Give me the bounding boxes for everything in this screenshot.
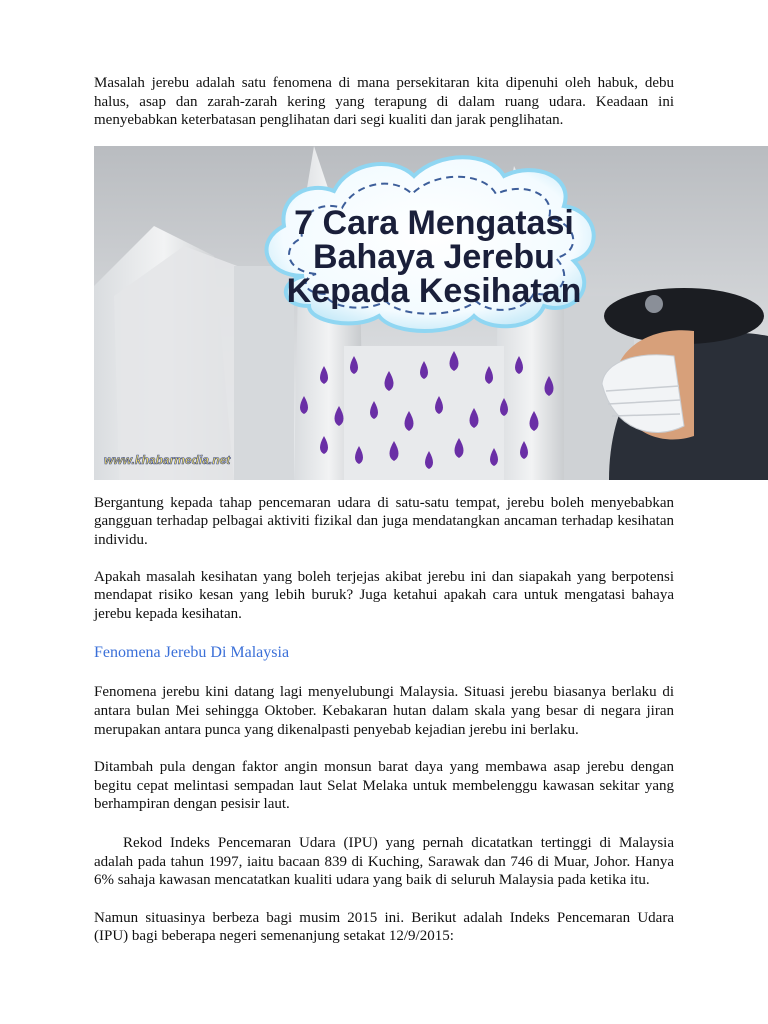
document-page: [94, 74, 674, 946]
hero-title-line2: Bahaya Jerebu: [313, 237, 555, 276]
masked-officer-graphic: [602, 288, 768, 480]
hero-title-line1: 7 Cara Mengatasi: [294, 203, 574, 242]
hero-image: [94, 146, 768, 480]
paragraph-5: Ditambah pula dengan faktor angin monsun barat daya yang membawa asap jerebu dengan begitu cepat melintasi sempadan laut Selat Melaka untuk membelenggu kawasan sekitar yang berhampiran dengan pesisir laut.: [94, 759, 674, 813]
paragraph-4: Fenomena jerebu kini datang lagi menyelubungi Malaysia. Situasi jerebu biasanya berlaku di antara bulan Mei sehingga Oktober. Kebakaran hutan dalam skala yang besar di negara jiran merupakan antara punca yang dikenalpasti penyebab kejadian jerebu ini berlaku.: [94, 684, 674, 738]
paragraph-3: Apakah masalah kesihatan yang boleh terjejas akibat jerebu ini dan siapakah yang berpotensi mendapat risiko kesan yang lebih buruk? Juga ketahui apakah cara untuk mengatasi bahaya jerebu kepada kesihatan.: [94, 568, 674, 622]
section-heading: Fenomena Jerebu Di Malaysia: [94, 644, 290, 662]
paragraph-7: Namun situasinya berbeza bagi musim 2015 ini. Berikut adalah Indeks Pencemaran Udara (IPU) bagi beberapa negeri semenanjung setakat 12/9/2015:: [94, 909, 674, 945]
intro-paragraph: Masalah jerebu adalah satu fenomena di mana persekitaran kita dipenuhi oleh habuk, debu halus, asap dan zarah-zarah kering yang terapung di dalam ruang udara. Keadaan ini menyebabkan keterbatasan penglihatan dari segi kualiti dan jarak penglihatan.: [94, 75, 674, 129]
paragraph-2: Bergantung kepada tahap pencemaran udara di satu-satu tempat, jerebu boleh menyebabkan gangguan terhadap pelbagai aktiviti fizikal dan juga mendatangkan ancaman terhadap kesihatan individu.: [94, 494, 674, 548]
paragraph-6: Rekod Indeks Pencemaran Udara (IPU) yang pernah dicatatkan tertinggi di Malaysia adalah pada tahun 1997, iaitu bacaan 839 di Kuching, Sarawak dan 746 di Muar, Johor. Hanya 6% sahaja kawasan mencatatkan kualiti udara yang baik di seluruh Malaysia pada ketika itu.: [94, 834, 674, 889]
hero-watermark: www.khabarmedia.net: [104, 452, 231, 467]
hero-title-line3: Kepada Kesihatan: [286, 271, 582, 310]
